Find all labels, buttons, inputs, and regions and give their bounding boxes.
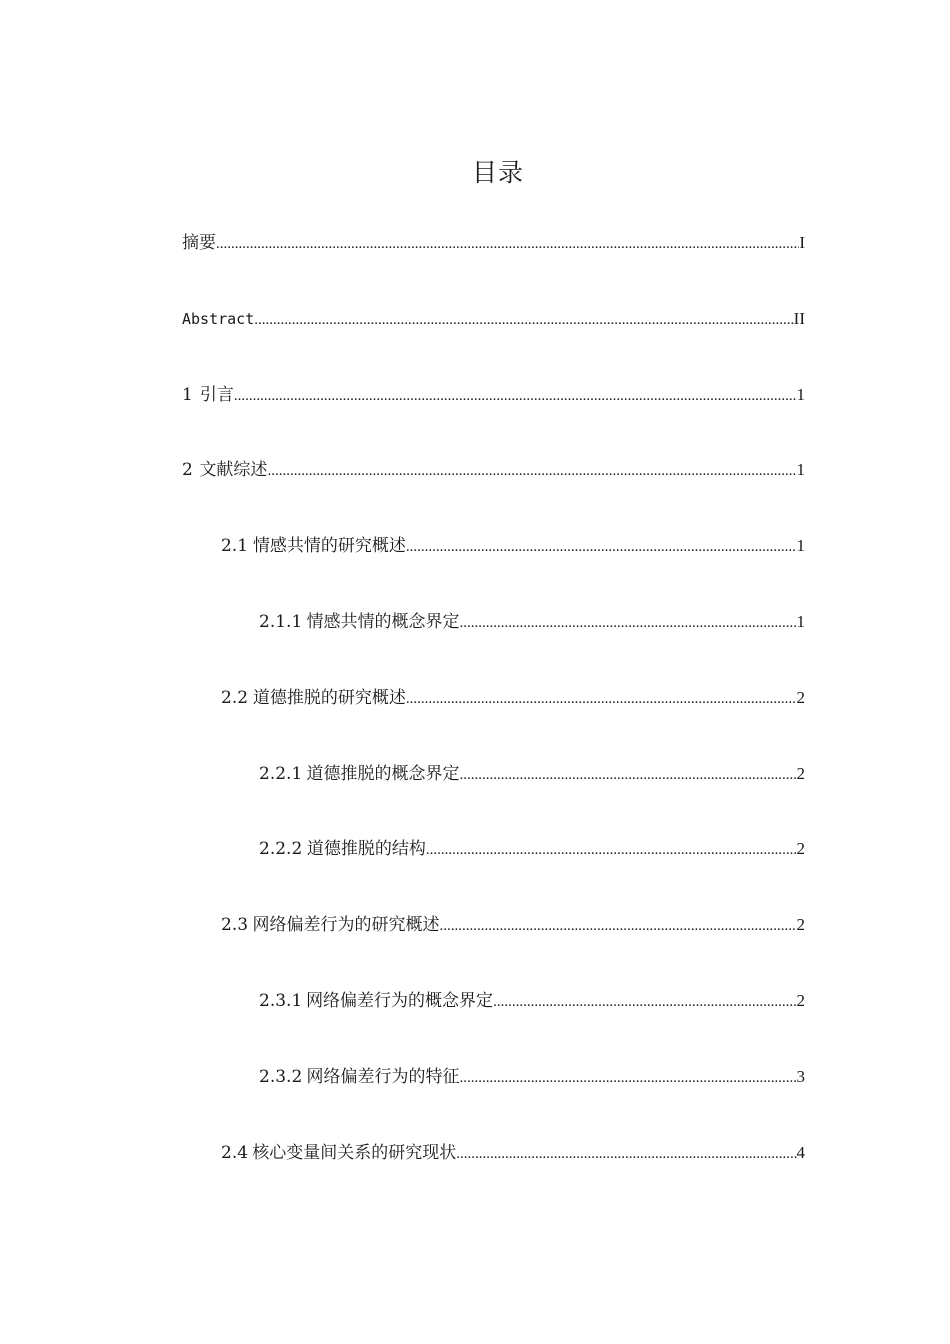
toc-entry-page-number: 4 — [796, 1142, 805, 1162]
toc-entry[interactable] — [221, 532, 805, 560]
toc-entry[interactable] — [259, 987, 805, 1015]
toc-entry-page-number: 2 — [796, 687, 805, 707]
toc-entry-page-number: I — [799, 233, 805, 252]
toc-entry[interactable] — [221, 911, 805, 939]
toc-dot-leader — [267, 457, 796, 485]
toc-entry-number: 2.1.1 — [259, 612, 303, 632]
toc-entry-page-number: 1 — [796, 536, 805, 556]
toc-entry-text: 核心变量间关系的研究现状 — [252, 1142, 457, 1163]
toc-entry-text: 情感共情的概念界定 — [306, 612, 460, 632]
toc-entry-number: 2.3.2 — [259, 1066, 303, 1087]
toc-entry[interactable] — [221, 1139, 805, 1167]
toc-entry-text: 道德推脱的结构 — [306, 839, 426, 860]
toc-dot-leader — [426, 836, 797, 864]
toc-entry-page-number: 1 — [796, 612, 805, 631]
toc-dot-leader — [493, 988, 796, 1016]
toc-entry-number: 2.3 — [221, 915, 249, 936]
toc-entry[interactable] — [259, 608, 805, 636]
toc-dot-leader — [459, 1064, 796, 1092]
toc-entry[interactable] — [259, 1063, 805, 1091]
toc-dot-leader — [440, 912, 797, 940]
toc-entry[interactable] — [259, 760, 805, 788]
toc-title: 目录 — [471, 158, 524, 187]
toc-dot-leader — [254, 306, 793, 334]
toc-entry-text: 文献综述 — [199, 460, 268, 481]
toc-entry[interactable] — [182, 305, 805, 333]
toc-entry-text: 道德推脱的研究概述 — [252, 687, 406, 708]
toc-dot-leader — [406, 685, 797, 713]
toc-entry-text: 引言 — [199, 384, 234, 405]
toc-entry-text: 网络偏差行为的研究概述 — [252, 915, 440, 936]
toc-entry-number: 2.1 — [221, 536, 249, 557]
toc-dot-leader — [406, 533, 797, 561]
toc-entry-page-number: 2 — [796, 915, 805, 935]
toc-entry-page-number: 2 — [796, 991, 805, 1010]
toc-entry-number: 2.2.2 — [259, 839, 303, 860]
toc-entry-text: 网络偏差行为的概念界定 — [306, 991, 494, 1011]
toc-dot-leader — [459, 609, 796, 637]
toc-entry[interactable] — [182, 229, 805, 257]
toc-entry-text: 网络偏差行为的特征 — [306, 1066, 460, 1087]
toc-entry[interactable] — [259, 835, 805, 863]
toc-entry-number: 2.4 — [221, 1142, 249, 1163]
toc-entry[interactable] — [221, 684, 805, 712]
toc-entry-number: 2 — [182, 460, 193, 481]
toc-entry-text: 道德推脱的概念界定 — [306, 763, 460, 784]
toc-entry-text: Abstract — [182, 309, 255, 328]
toc-entry-number: 2.2.1 — [259, 763, 303, 784]
toc-entry-text: 情感共情的研究概述 — [252, 536, 406, 557]
toc-entry-page-number: II — [793, 308, 805, 328]
toc-dot-leader — [216, 230, 799, 258]
toc-dot-leader — [456, 1140, 796, 1168]
toc-entry-page-number: 2 — [796, 763, 805, 783]
toc-entry-number: 2.2 — [221, 687, 249, 708]
toc-entry-page-number: 1 — [796, 384, 805, 404]
toc-dot-leader — [234, 382, 797, 410]
toc-entry[interactable] — [182, 381, 805, 409]
toc-entry[interactable] — [182, 456, 805, 484]
toc-entry-number: 1 — [182, 384, 193, 405]
toc-entry-page-number: 2 — [796, 839, 805, 859]
toc-entry-number: 2.3.1 — [259, 991, 303, 1011]
toc-dot-leader — [459, 761, 796, 789]
toc-entry-page-number: 3 — [796, 1066, 805, 1086]
toc-entry-page-number: 1 — [796, 460, 805, 480]
toc-entry-text: 摘要 — [182, 233, 216, 253]
